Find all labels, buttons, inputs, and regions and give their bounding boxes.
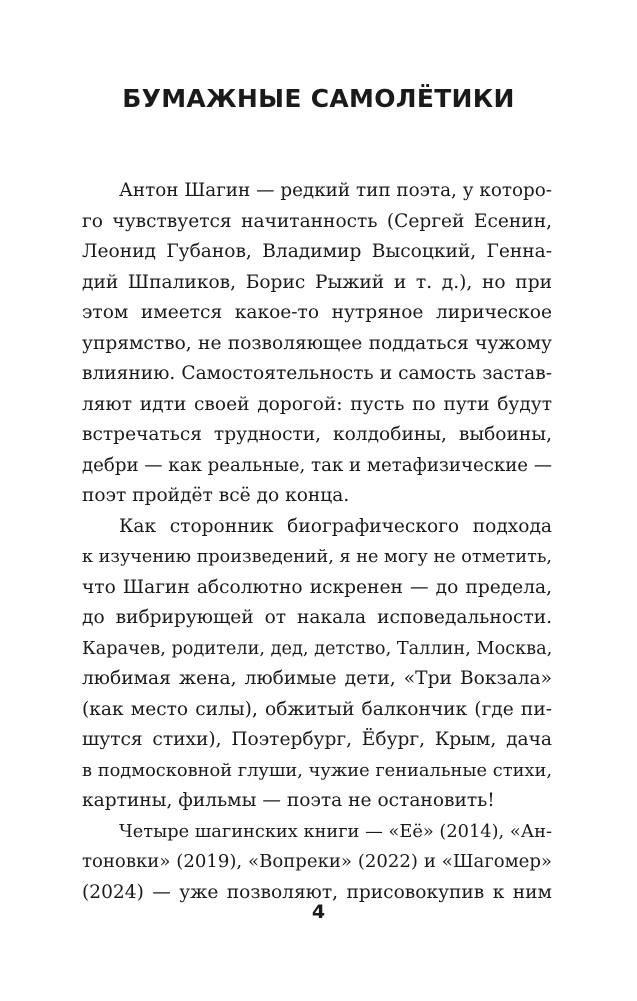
body-text (82, 176, 552, 908)
text-line: поэт пройдёт всё до конца. (82, 485, 350, 506)
text-line: картины, фильмы — поэта не остановить! (82, 790, 495, 811)
text-line: (2024) — уже позволяют, присовокупив к ним (82, 881, 552, 903)
text-line: упрямство, не позволяющее поддаться чужому (82, 332, 552, 354)
text-line: дий Шпаликов, Борис Рыжий и т. д.), но при (82, 271, 552, 293)
page-number: 4 (311, 901, 326, 923)
text-line: Четыре шагинских книги — «Её» (2014), «Ан- (119, 821, 552, 842)
text-line: что Шагин абсолютно искренен — до предела, (82, 576, 552, 598)
text-line: Как сторонник биографического подхода (119, 515, 552, 537)
text-line: Карачев, родители, дед, детство, Таллин, Москва, (82, 638, 553, 659)
text-line: (как место силы), обжитый балкончик (где пи- (82, 698, 552, 720)
chapter-title: БУМАЖНЫЕ САМОЛЁТИКИ (122, 84, 515, 113)
text-line: к изучению произведений, я не могу не отметить, (82, 547, 552, 567)
text-line: го чувствуется начитанность (Сергей Есенин, (82, 210, 552, 232)
text-line: в подмосковной глуши, чужие гениальные стихи, (82, 759, 552, 781)
text-line: дебри — как реальные, так и метафизические — (82, 454, 552, 476)
text-line: ляют идти своей дорогой: пусть по пути будут (82, 393, 552, 415)
text-line: Леонид Губанов, Владимир Высоцкий, Генна- (82, 241, 552, 262)
text-line: до вибрирующей от накала исповедальности. (82, 607, 552, 628)
text-line: тоновки» (2019), «Вопреки» (2022) и «Шагомер» (82, 851, 552, 872)
text-line: Антон Шагин — редкий тип поэта, у которо- (119, 180, 552, 201)
text-line: влиянию. Самостоятельность и самость застав- (82, 363, 552, 384)
text-line: встречаться трудности, колдобины, выбоины, (82, 424, 552, 445)
text-line: этом имеется какое-то нутряное лирическое (82, 302, 552, 323)
text-line: любимая жена, любимые дети, «Три Вокзала» (82, 668, 552, 689)
text-line: шутся стихи), Поэтербург, Ёбург, Крым, дача (82, 729, 552, 750)
